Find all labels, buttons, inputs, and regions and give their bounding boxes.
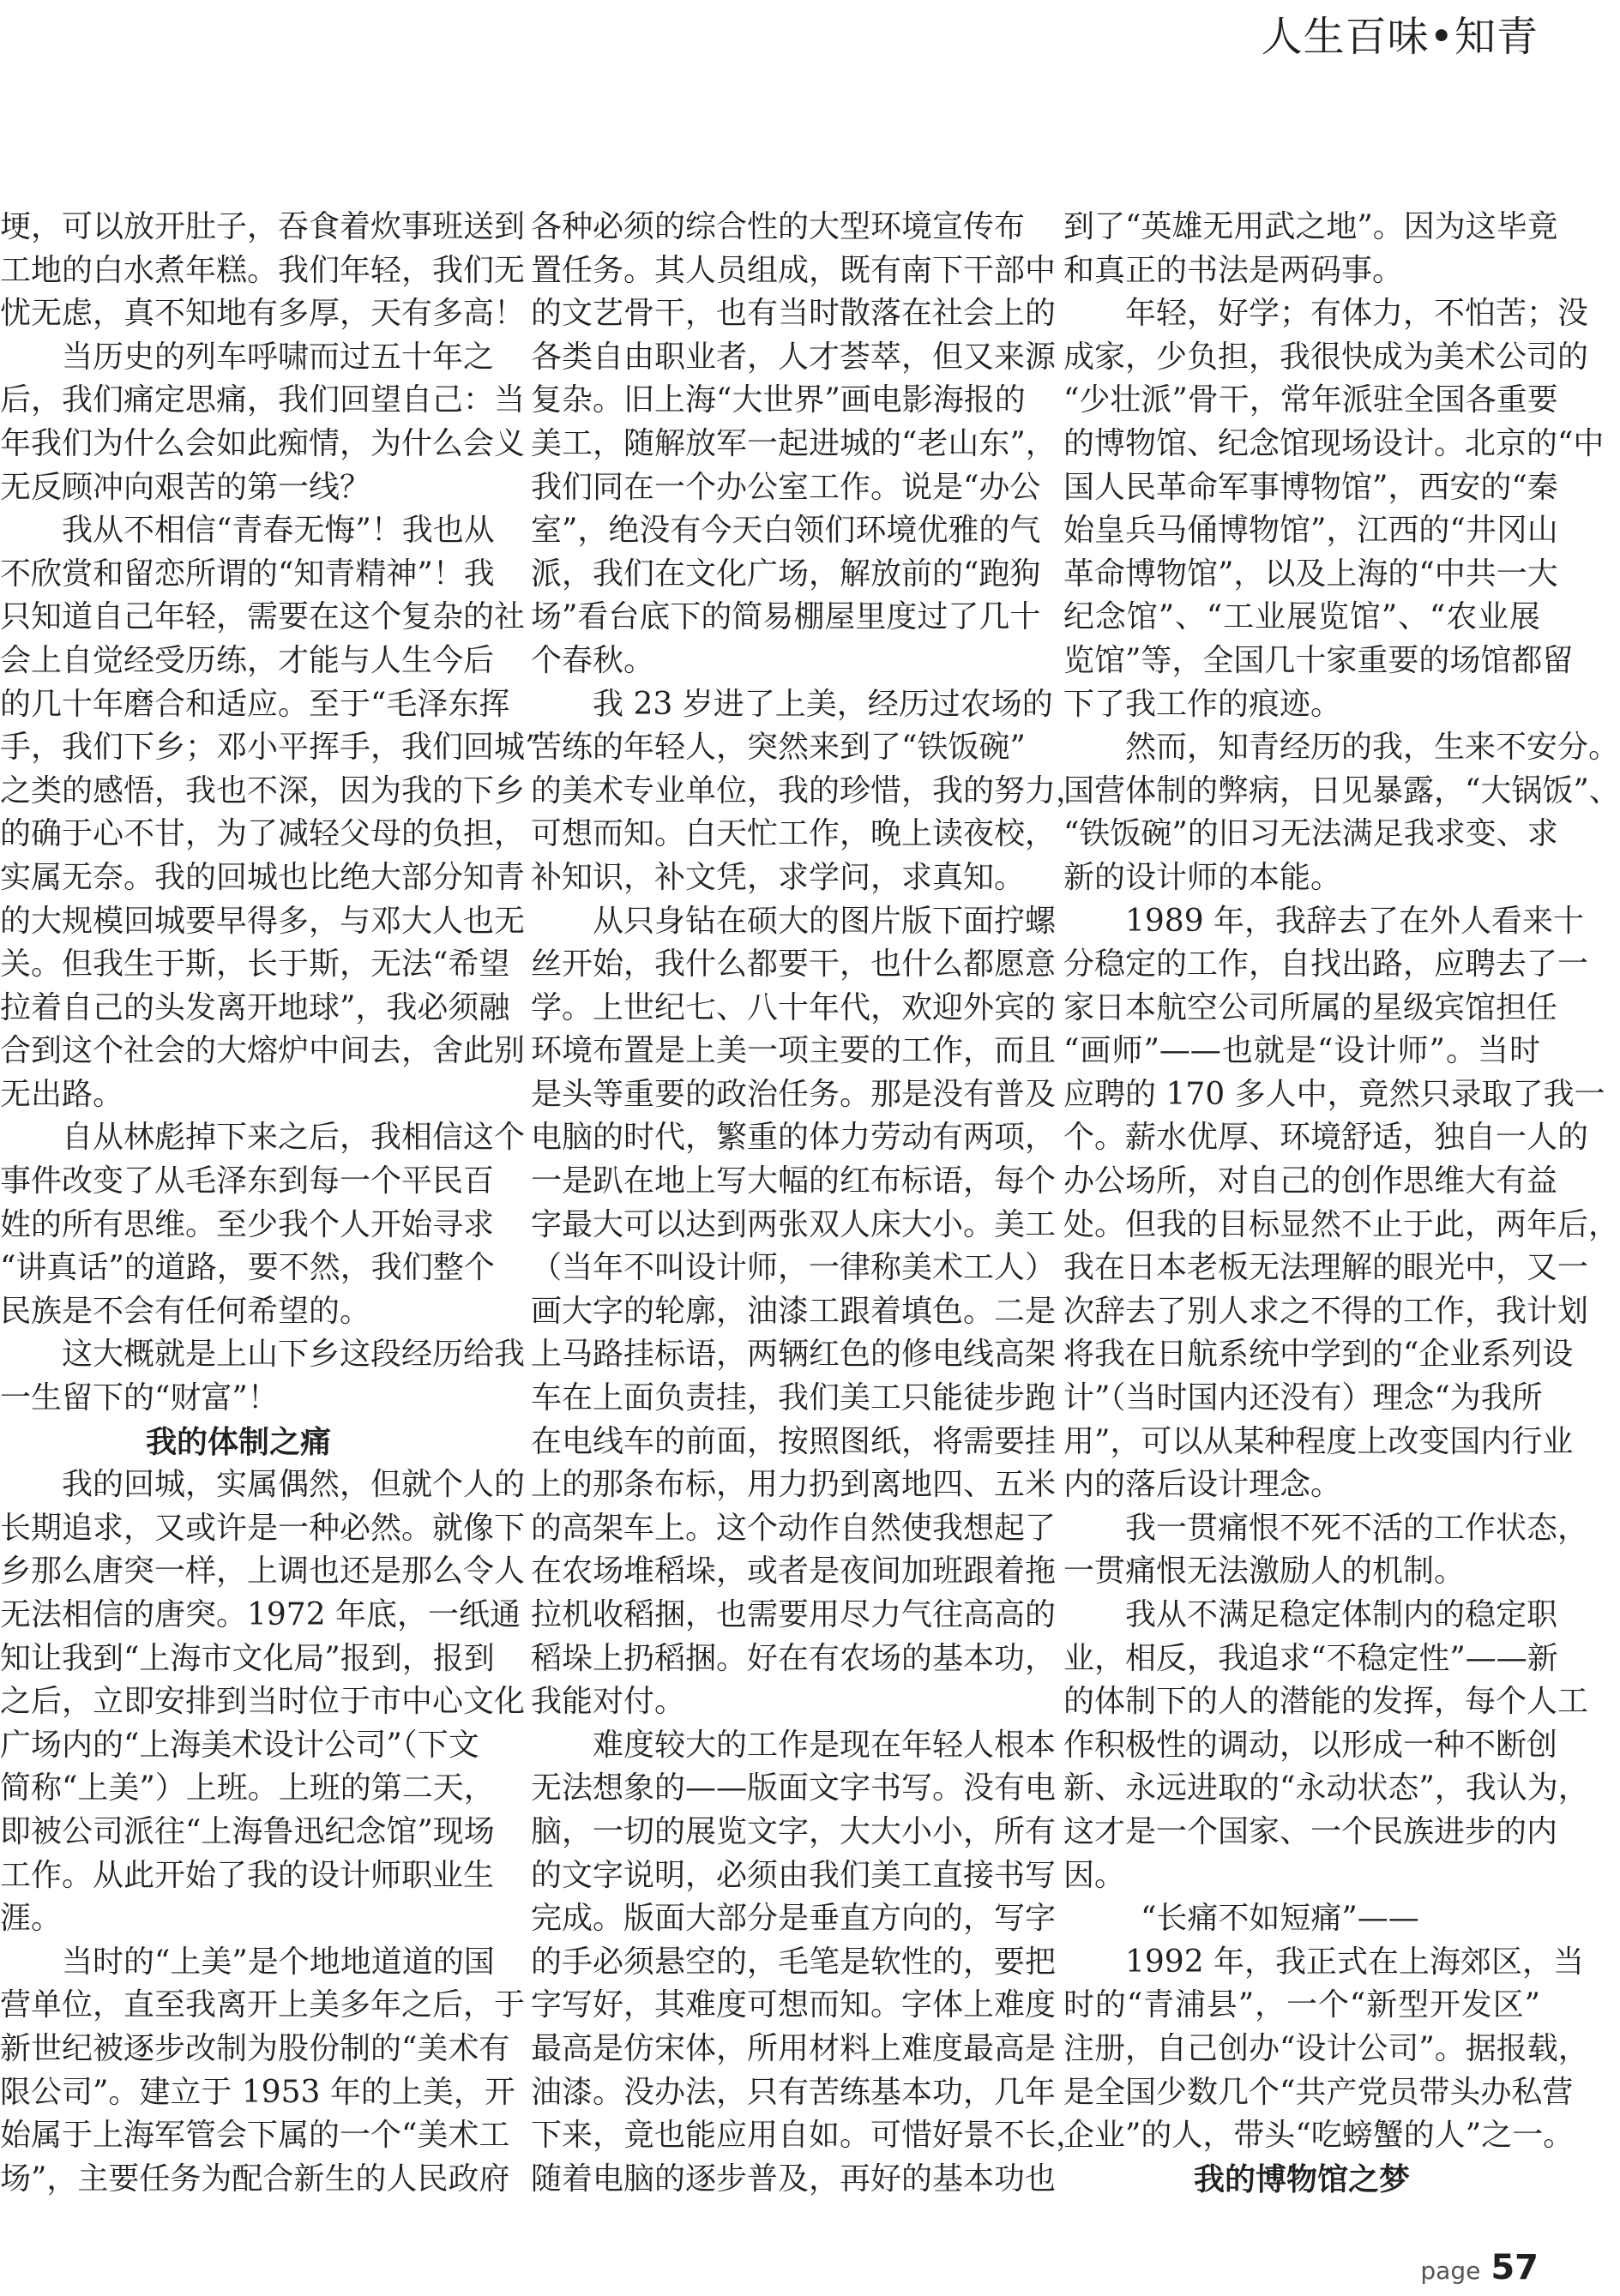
text-line: 年轻，好学；有体力，不怕苦；没 (1125, 296, 1589, 332)
text-line: 1992 年，我正式在上海郊区，当 (1125, 1944, 1585, 1980)
text-line: 分稳定的工作，自找出路，应聘去了一 (1063, 947, 1589, 983)
text-line: 工作。从此开始了我的设计师职业生 (0, 1857, 495, 1893)
text-line: 的文艺骨干，也有当时散落在社会上的 (531, 296, 1057, 332)
text-line: 的文字说明，必须由我们美工直接书写 (531, 1857, 1057, 1893)
text-line: 我能对付。 (531, 1684, 686, 1720)
text-line: 随着电脑的逐步普及，再好的基本功也 (531, 2161, 1057, 2197)
text-line: 乡那么唐突一样，上调也还是那么令人 (0, 1554, 526, 1590)
text-line: 计”（当时国内还没有）理念“为我所 (1063, 1380, 1543, 1416)
text-line: 新、永远进取的“永动状态”，我认为， (1063, 1770, 1589, 1806)
text-line: 的体制下的人的潜能的发挥，每个人工 (1063, 1684, 1589, 1720)
section-heading: 我的体制之痛 (145, 1423, 331, 1460)
text-line: 派，我们在文化广场，解放前的“跑狗 (531, 556, 1041, 592)
text-line: 当时的“上美”是个地地道道的国 (62, 1944, 495, 1980)
text-line: 在电线车的前面，按照图纸，将需要挂 (531, 1423, 1057, 1459)
text-line: 1989 年，我辞去了在外人看来十 (1125, 903, 1585, 939)
text-line: 这才是一个国家、一个民族进步的内 (1063, 1813, 1558, 1849)
text-line: 长期追求，又或许是一种必然。就像下 (0, 1510, 526, 1546)
text-line: “长痛不如短痛”—— (1141, 1901, 1419, 1937)
text-line: 将我在日航系统中学到的“企业系列设 (1063, 1337, 1574, 1373)
text-line: 手，我们下乡；邓小平挥手，我们回城” (0, 730, 541, 766)
text-line: 拉机收稻捆，也需要用尽力气往高高的 (531, 1597, 1057, 1632)
text-line: 时的“青浦县”，一个“新型开发区” (1063, 1987, 1540, 2023)
text-line: 无反顾冲向艰苦的第一线？ (0, 469, 371, 505)
text-line: 我们同在一个办公室工作。说是“办公 (531, 469, 1041, 505)
text-line: 是全国少数几个“共产党员带头办私营 (1063, 2074, 1574, 2110)
text-line: 稻垛上扔稻捆。好在有农场的基本功， (531, 1640, 1057, 1676)
text-line: 下来，竟也能应用自如。可惜好景不长， (531, 2118, 1087, 2154)
text-line: 在农场堆稻垛，或者是夜间加班跟着拖 (531, 1554, 1057, 1590)
text-line: 的几十年磨合和适应。至于“毛泽东挥 (0, 686, 510, 722)
text-line: 家日本航空公司所属的星级宾馆担任 (1063, 989, 1558, 1025)
text-line: 置任务。其人员组成，既有南下干部中 (531, 252, 1057, 288)
text-line: 字写好，其难度可想而知。字体上难度 (531, 1987, 1057, 2023)
text-line: 的手必须悬空的，毛笔是软性的，要把 (531, 1944, 1057, 1980)
text-line: 革命博物馆”，以及上海的“中共一大 (1063, 556, 1558, 592)
text-line: 最高是仿宋体，所用材料上难度最高是 (531, 2030, 1057, 2066)
text-line: 次辞去了别人求之不得的工作，我计划 (1063, 1293, 1589, 1329)
text-line: 新世纪被逐步改制为股份制的“美术有 (0, 2030, 510, 2066)
text-line: 这大概就是上山下乡这段经历给我 (62, 1337, 526, 1373)
text-line: 新的设计师的本能。 (1063, 859, 1342, 895)
text-line: 览馆”等，全国几十家重要的场馆都留 (1063, 642, 1574, 678)
section-header: 人生百味•知青 (1261, 13, 1539, 61)
text-line: 可想而知。白天忙工作，晚上读夜校， (531, 816, 1057, 852)
text-line: 各类自由职业者，人才荟萃，但又来源 (531, 339, 1057, 375)
page-footer (1420, 2246, 1539, 2296)
text-line: 自从林彪掉下来之后，我相信这个 (62, 1120, 526, 1156)
text-column-1 (0, 206, 541, 2201)
text-line: 个。薪水优厚、环境舒适，独自一人的 (1063, 1120, 1589, 1156)
text-line: 国人民革命军事博物馆”，西安的“秦 (1063, 469, 1558, 505)
page-label: page (1420, 2257, 1481, 2285)
text-line: 限公司”。建立于 1953 年的上美，开 (0, 2074, 515, 2110)
text-line: 成家，少负担，我很快成为美术公司的 (1063, 339, 1589, 375)
text-line: 忧无虑，真不知地有多厚，天有多高！ (0, 296, 526, 332)
text-line: 工地的白水煮年糕。我们年轻，我们无 (0, 252, 526, 288)
text-line: 营单位，直至我离开上美多年之后，于 (0, 1987, 526, 2023)
text-line: 无出路。 (0, 1076, 124, 1112)
text-line: 是头等重要的政治任务。那是没有普及 (531, 1076, 1057, 1112)
text-line: 下了我工作的痕迹。 (1063, 686, 1342, 722)
text-line: 补知识，补文凭，求学问，求真知。 (531, 859, 1026, 895)
text-line: 年我们为什么会如此痴情，为什么会义 (0, 425, 526, 461)
text-line: 我 23 岁进了上美，经历过农场的 (593, 686, 1053, 722)
text-line: 后，我们痛定思痛，我们回望自己：当 (0, 382, 526, 418)
text-line: 电脑的时代，繁重的体力劳动有两项， (531, 1120, 1057, 1156)
text-line: 难度较大的工作是现在年轻人根本 (593, 1727, 1057, 1763)
text-column-3 (1063, 206, 1620, 2201)
text-line: 企业”的人，带头“吃螃蟹的人”之一。 (1063, 2118, 1575, 2154)
text-line: 会上自觉经受历练，才能与人生今后 (0, 642, 495, 678)
text-line: 民族是不会有任何希望的。 (0, 1293, 371, 1329)
section-heading: 我的博物馆之梦 (1193, 2161, 1410, 2197)
text-line: 用”，可以从某种程度上改变国内行业 (1063, 1423, 1574, 1459)
text-line: 关。但我生于斯，长于斯，无法“希望 (0, 947, 510, 983)
text-line: 纪念馆”、“工业展览馆”、“农业展 (1063, 599, 1540, 635)
text-line: “画师”——也就是“设计师”。当时 (1063, 1033, 1540, 1069)
text-line: 学。上世纪七、八十年代，欢迎外宾的 (531, 989, 1057, 1025)
text-line: 拉着自己的头发离开地球”，我必须融 (0, 989, 510, 1025)
text-line: 事件改变了从毛泽东到每一个平民百 (0, 1163, 495, 1199)
text-line: 之类的感悟，我也不深，因为我的下乡 (0, 772, 526, 808)
text-line: 各种必须的综合性的大型环境宣传布 (531, 209, 1026, 244)
text-line: 室”，绝没有今天白领们环境优雅的气 (531, 513, 1041, 549)
text-line: 只知道自己年轻，需要在这个复杂的社 (0, 599, 526, 635)
text-line: 始属于上海军管会下属的一个“美术工 (0, 2118, 510, 2154)
text-line: 合到这个社会的大熔炉中间去，舍此别 (0, 1033, 526, 1069)
text-line: 场”，主要任务为配合新生的人民政府 (0, 2161, 510, 2197)
text-line: 车在上面负责挂，我们美工只能徒步跑 (531, 1380, 1057, 1416)
text-line: 环境布置是上美一项主要的工作，而且 (531, 1033, 1057, 1069)
text-line: 丝开始，我什么都要干，也什么都愿意 (531, 947, 1057, 983)
text-line: 处。但我的目标显然不止于此，两年后， (1063, 1206, 1620, 1242)
text-line: 从只身钻在硕大的图片版下面拧螺 (593, 903, 1057, 939)
text-column-2 (531, 206, 1087, 2201)
text-line: 苦练的年轻人，突然来到了“铁饭碗” (531, 730, 1026, 766)
text-line: 个春秋。 (531, 642, 655, 678)
text-line: 我从不满足稳定体制内的稳定职 (1125, 1597, 1558, 1632)
text-line: 上马路挂标语，两辆红色的修电线高架 (531, 1337, 1057, 1373)
page-number: 57 (1491, 2248, 1539, 2287)
text-line: 美工，随解放军一起进城的“老山东”， (531, 425, 1057, 461)
text-line: 广场内的“上海美术设计公司”（下文 (0, 1727, 479, 1763)
text-line: 的大规模回城要早得多，与邓大人也无 (0, 903, 526, 939)
text-line: 埂，可以放开肚子，吞食着炊事班送到 (0, 209, 526, 244)
text-line: 姓的所有思维。至少我个人开始寻求 (0, 1206, 495, 1242)
text-line: 上的那条布标，用力扔到离地四、五米 (531, 1467, 1057, 1503)
text-line: 一是趴在地上写大幅的红布标语，每个 (531, 1163, 1057, 1199)
text-line: 无法相信的唐突。1972 年底，一纸通 (0, 1597, 521, 1632)
text-line: 作积极性的调动，以形成一种不断创 (1063, 1727, 1558, 1763)
text-line: （当年不叫设计师，一律称美术工人） (531, 1250, 1057, 1286)
text-line: 画大字的轮廓，油漆工跟着填色。二是 (531, 1293, 1057, 1329)
text-line: 然而，知青经历的我，生来不安分。 (1125, 730, 1620, 766)
text-line: 场”看台底下的简易棚屋里度过了几十 (531, 599, 1041, 635)
text-line: 知让我到“上海市文化局”报到，报到 (0, 1640, 495, 1676)
text-line: 的博物馆、纪念馆现场设计。北京的“中 (1063, 425, 1605, 461)
text-line: 应聘的 170 多人中，竟然只录取了我一 (1063, 1076, 1605, 1112)
text-line: 业，相反，我追求“不稳定性”——新 (1063, 1640, 1558, 1676)
text-line: 脑，一切的展览文字，大大小小，所有 (531, 1813, 1057, 1849)
text-line: 当历史的列车呼啸而过五十年之 (62, 339, 495, 375)
text-line: “铁饭碗”的旧习无法满足我求变、求 (1063, 816, 1558, 852)
text-line: 一生留下的“财富”！ (0, 1380, 279, 1416)
text-line: 我的回城，实属偶然，但就个人的 (62, 1467, 526, 1503)
text-line: 始皇兵马俑博物馆”，江西的“井冈山 (1063, 513, 1558, 549)
text-line: 不欣赏和留恋所谓的“知青精神”！我 (0, 556, 495, 592)
text-line: 我一贯痛恨不死不活的工作状态， (1125, 1510, 1589, 1546)
text-line: “讲真话”的道路，要不然，我们整个 (0, 1250, 495, 1286)
text-line: 即被公司派往“上海鲁迅纪念馆”现场 (0, 1813, 495, 1849)
text-line: 内的落后设计理念。 (1063, 1467, 1342, 1503)
text-line: 一贯痛恨无法激励人的机制。 (1063, 1554, 1466, 1590)
text-line: 之后，立即安排到当时位于市中心文化 (0, 1684, 526, 1720)
text-line: 的高架车上。这个动作自然使我想起了 (531, 1510, 1057, 1546)
text-line: 涯。 (0, 1901, 63, 1937)
text-line: 因。 (1063, 1857, 1126, 1893)
text-line: 字最大可以达到两张双人床大小。美工 (531, 1206, 1057, 1242)
text-line: 复杂。旧上海“大世界”画电影海报的 (531, 382, 1026, 418)
text-line: 和真正的书法是两码事。 (1063, 252, 1404, 288)
text-line: 国营体制的弊病，日见暴露，“大锅饭”、 (1063, 772, 1620, 808)
text-line: 办公场所，对自己的创作思维大有益 (1063, 1163, 1558, 1199)
text-line: 我从不相信“青春无悔”！我也从 (62, 513, 495, 549)
text-line: 的美术专业单位，我的珍惜，我的努力， (531, 772, 1087, 808)
text-line: 的确于心不甘，为了减轻父母的负担， (0, 816, 526, 852)
text-line: 注册，自己创办“设计公司”。据报载， (1063, 2030, 1589, 2066)
text-line: 我在日本老板无法理解的眼光中，又一 (1063, 1250, 1589, 1286)
text-line: 油漆。没办法，只有苦练基本功，几年 (531, 2074, 1057, 2110)
text-line: 简称“上美”）上班。上班的第二天， (0, 1770, 495, 1806)
text-line: 到了“英雄无用武之地”。因为这毕竟 (1063, 209, 1558, 244)
text-line: 无法想象的——版面文字书写。没有电 (531, 1770, 1057, 1806)
text-line: 完成。版面大部分是垂直方向的，写字 (531, 1901, 1057, 1937)
text-line: “少壮派”骨干，常年派驻全国各重要 (1063, 382, 1558, 418)
text-line: 实属无奈。我的回城也比绝大部分知青 (0, 859, 526, 895)
